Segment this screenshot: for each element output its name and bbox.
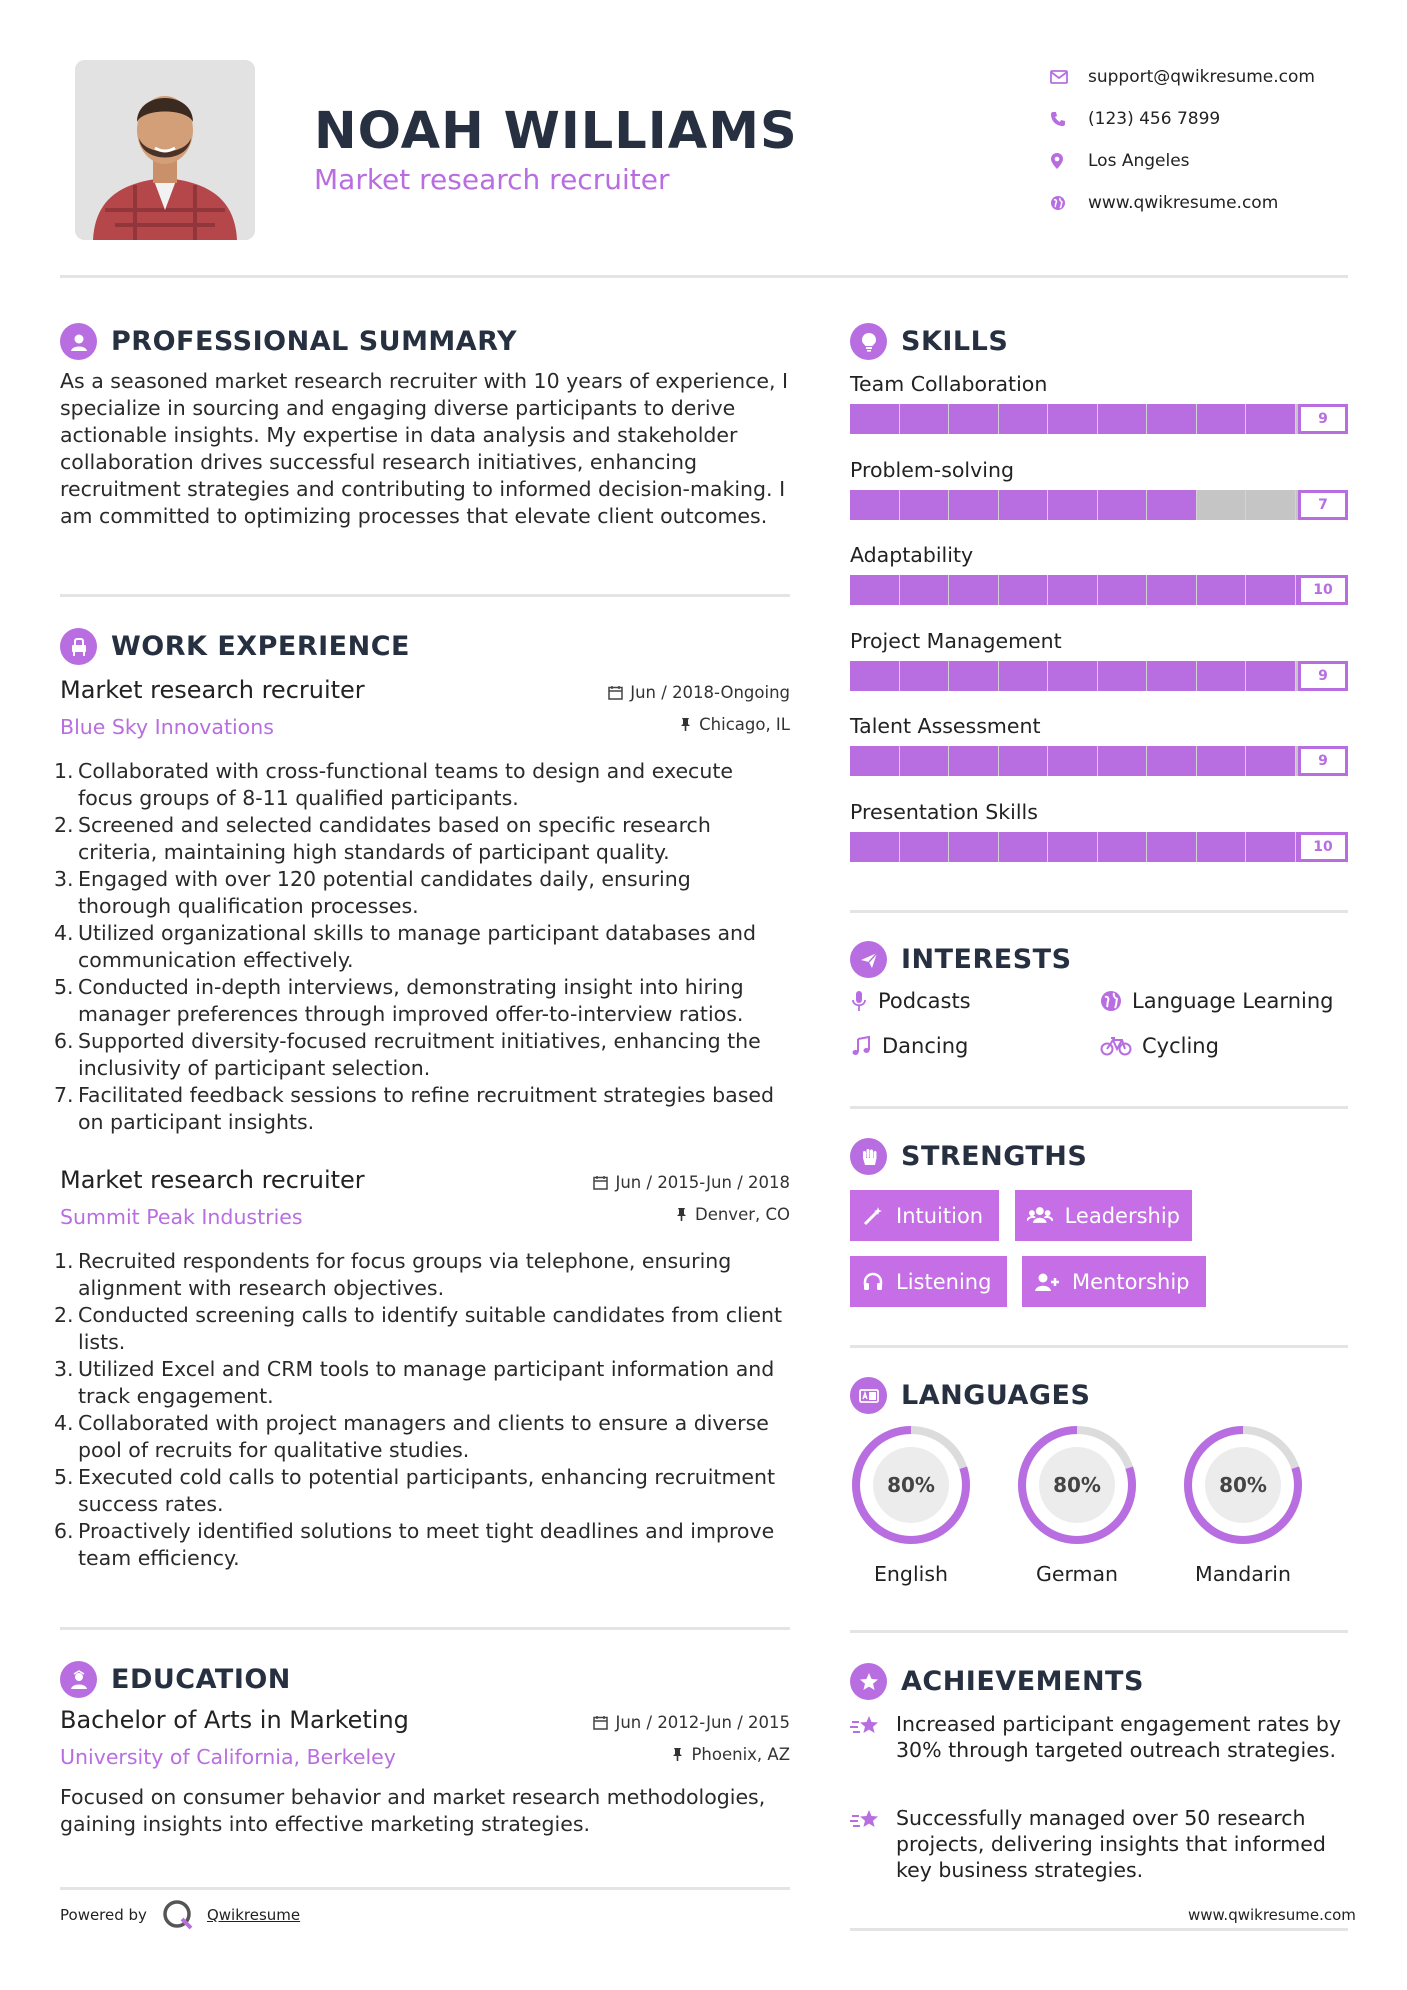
language-name: Mandarin [1195,1562,1291,1586]
skill-bar-segment [1197,404,1247,434]
map-pin-icon [1050,152,1088,170]
star-badge-icon [850,1663,887,1700]
skill-bar-segment [999,661,1049,691]
list-item: 6. Supported diversity-focused recruitment initiatives, enhancing the inclusivity of participant selection. [54,1029,761,1080]
skill-bar-segment [1147,575,1197,605]
skill-bar-segment [999,832,1049,862]
skill-bar-segment [1197,575,1247,605]
skill-item [850,714,1348,776]
skill-bar [850,661,1348,691]
summary-divider [60,594,790,597]
job-date: Jun / 2015-Jun / 2018 [593,1173,790,1192]
raised-fist-icon [850,1138,887,1175]
skill-name: Presentation Skills [850,799,1038,824]
skill-bar-segment [949,832,999,862]
briefcase-icon [60,628,97,665]
list-item: 1. Collaborated with cross-functional teams to design and execute focus groups of 8-11 qualified participants. [54,759,733,810]
job-date: Jun / 2018-Ongoing [608,683,790,702]
job-company: Blue Sky Innovations [60,715,274,739]
magic-wand-icon [862,1205,884,1227]
skill-bar-segment [949,404,999,434]
language-card-icon [850,1377,887,1414]
calendar-icon [593,1175,608,1190]
job-duties [54,758,790,1136]
skill-bar-segment [1246,746,1296,776]
skill-bar-segment [1246,575,1296,605]
skill-level-badge: 10 [1298,832,1348,862]
school-name: University of California, Berkeley [60,1745,396,1769]
skill-bar-segment [1098,575,1148,605]
strength-tag: Leadership [1015,1190,1192,1241]
list-item: 4. Utilized organizational skills to manage participant databases and communication effectively. [54,921,757,972]
skill-bar-segment [1098,404,1148,434]
interest-item: Cycling [1100,1034,1219,1058]
list-item: 5. Executed cold calls to potential participants, enhancing recruitment success rates. [54,1465,776,1516]
pushpin-icon [675,1207,688,1222]
music-note-icon [850,1035,872,1057]
headphones-icon [862,1271,884,1293]
envelope-icon [1050,70,1088,84]
skill-level-badge: 9 [1298,746,1348,776]
skill-bar-segment [1147,404,1197,434]
skill-bar-segment [1246,490,1296,520]
experience-divider [60,1627,790,1630]
language-ring [850,1424,972,1546]
skill-bar-segment [1048,832,1098,862]
pushpin-icon [671,1747,684,1762]
achievements-heading: ACHIEVEMENTS [850,1663,1144,1700]
skill-name: Project Management [850,628,1062,653]
skill-level-badge: 9 [1298,404,1348,434]
interest-item: Language Learning [1100,989,1333,1013]
skills-heading: SKILLS [850,323,1008,360]
degree-name: Bachelor of Arts in Marketing [60,1706,409,1734]
skill-bar-segment [1197,832,1247,862]
education-date: Jun / 2012-Jun / 2015 [593,1713,790,1732]
contact-location: Los Angeles [1050,140,1315,182]
list-item: 3. Utilized Excel and CRM tools to manage participant information and track engagement. [54,1357,775,1408]
skill-bar-segment [1098,490,1148,520]
language-item [1016,1424,1138,1586]
skill-bar [850,490,1348,520]
list-item: 5. Conducted in-depth interviews, demonstrating insight into hiring manager preferences through improved offer-to-interview ratios. [54,975,744,1026]
calendar-icon [593,1715,608,1730]
skill-bar-segment [1246,404,1296,434]
skill-bar-segment [1197,490,1247,520]
skill-bar-segment [900,490,950,520]
interest-item: Dancing [850,1034,968,1058]
skill-bar-segment [900,832,950,862]
language-item [850,1424,972,1586]
user-icon [60,323,97,360]
skill-bar-segment [850,490,900,520]
languages-divider [850,1630,1348,1633]
skill-bar-segment [949,746,999,776]
job-role: Market research recruiter [60,676,365,704]
interests-heading: INTERESTS [850,941,1072,978]
list-item: 7. Facilitated feedback sessions to refine recruitment strategies based on participant insights. [54,1083,774,1134]
pushpin-icon [679,717,692,732]
skill-bar-segment [900,661,950,691]
strength-tag: Mentorship [1022,1256,1206,1307]
skill-bar [850,746,1348,776]
globe-icon [1050,195,1088,211]
education-heading: EDUCATION [60,1661,291,1698]
skill-bar-segment [949,661,999,691]
skill-level-badge: 7 [1298,490,1348,520]
job-entry [54,1166,790,1572]
job-role: Market research recruiter [60,1166,365,1194]
language-name: German [1035,1562,1119,1586]
skill-bar-segment [1048,746,1098,776]
skill-bar [850,575,1348,605]
skill-bar-segment [1197,746,1247,776]
skills-divider [850,910,1348,913]
skill-bar-segment [1197,661,1247,691]
skill-bar-segment [900,746,950,776]
footer-website[interactable]: www.qwikresume.com [1188,1906,1356,1924]
skill-bar-segment [999,746,1049,776]
interest-item: Podcasts [850,989,971,1013]
shooting-star-icon [850,1711,896,1763]
language-item [1182,1424,1304,1586]
list-item: 6. Proactively identified solutions to meet tight deadlines and improve team efficiency. [54,1519,775,1570]
profile-photo [75,60,255,240]
user-plus-icon [1034,1271,1060,1293]
skill-name: Talent Assessment [850,714,1041,738]
skill-bar-segment [999,490,1049,520]
summary-heading: PROFESSIONAL SUMMARY [60,323,517,360]
contact-email[interactable]: support@qwikresume.com [1050,56,1315,98]
job-company: Summit Peak Industries [60,1205,303,1229]
users-icon [1027,1205,1053,1227]
skill-item [850,372,1348,434]
skill-bar-segment [1048,575,1098,605]
skill-bar-segment [1246,661,1296,691]
skill-bar-segment [949,575,999,605]
skill-bar-segment [900,404,950,434]
skill-bar-segment [949,490,999,520]
languages-heading: LANGUAGES [850,1377,1090,1414]
education-description: Focused on consumer behavior and market research methodologies, gaining insights into effective marketing strategies. [60,1785,766,1836]
skill-bar-segment [999,575,1049,605]
graduation-icon [60,1661,97,1698]
skill-item [850,800,1348,862]
skill-bar [850,832,1348,862]
paper-plane-icon [850,941,887,978]
education-divider [60,1887,790,1890]
skill-bar-segment [850,661,900,691]
skill-bar-segment [1098,661,1148,691]
skill-level-badge: 10 [1298,575,1348,605]
language-ring [1016,1424,1138,1546]
calendar-icon [608,685,623,700]
skill-item [850,458,1348,520]
contact-website[interactable]: www.qwikresume.com [1050,182,1315,224]
strengths-divider [850,1345,1348,1348]
skill-bar [850,404,1348,434]
skill-name: Team Collaboration [850,372,1048,396]
skill-item [850,629,1348,691]
candidate-name: NOAH WILLIAMS [314,102,798,161]
skill-level-badge: 9 [1298,661,1348,691]
language-percent: 80% [1219,1473,1267,1497]
job-location: Chicago, IL [679,715,790,734]
skill-name: Problem-solving [850,457,1014,482]
summary-text: As a seasoned market research recruiter with 10 years of experience, I specialize in sourcing and engaging diverse participants to derive actionable insights. My expertise in data analysis and stakeholder collaboration drives successful research initiatives, enhancing recruitment strategies and contributing to informed decision-making. I am committed to optimizing processes that elevate client outcomes. [60,369,789,528]
powered-by: Powered by Qwikresume [60,1898,300,1932]
skill-bar-segment [1048,661,1098,691]
achievement-item: Successfully managed over 50 research projects, delivering insights that informed key business strategies. [850,1805,1350,1883]
skill-bar-segment [1048,490,1098,520]
skill-bar-segment [1098,832,1148,862]
achievement-item: Increased participant engagement rates by 30% through targeted outreach strategies. [850,1711,1350,1763]
phone-icon [1050,111,1088,127]
job-duties [54,1248,790,1572]
job-location: Denver, CO [675,1205,790,1224]
language-ring [1182,1424,1304,1546]
strengths-heading: STRENGTHS [850,1138,1087,1175]
strength-tag: Listening [850,1256,1007,1307]
skill-bar-segment [1246,832,1296,862]
skill-bar-segment [900,575,950,605]
footer-divider [850,1928,1348,1931]
skill-bar-segment [850,832,900,862]
shooting-star-icon [850,1805,896,1883]
list-item: 4. Collaborated with project managers and clients to ensure a diverse pool of recruits for qualitative studies. [54,1411,769,1462]
skill-bar-segment [1098,746,1148,776]
skill-bar-segment [1147,746,1197,776]
job-entry [54,676,790,1136]
header-divider [60,275,1348,278]
qwikresume-link[interactable]: Qwikresume [206,1906,301,1924]
contact-block [1050,56,1315,224]
skill-bar-segment [999,404,1049,434]
skill-bar-segment [1147,832,1197,862]
interests-divider [850,1106,1348,1109]
candidate-title: Market research recruiter [314,163,670,196]
lightbulb-icon [850,323,887,360]
skill-bar-segment [850,746,900,776]
skill-bar-segment [1147,661,1197,691]
contact-phone[interactable]: (123) 456 7899 [1050,98,1315,140]
skill-bar-segment [1048,404,1098,434]
strength-tag: Intuition [850,1190,999,1241]
list-item: 2. Conducted screening calls to identify suitable candidates from client lists. [54,1303,783,1354]
list-item: 3. Engaged with over 120 potential candidates daily, ensuring thorough qualification processes. [54,867,691,918]
globe-icon [1100,990,1122,1012]
microphone-icon [850,990,868,1012]
experience-heading: WORK EXPERIENCE [60,628,410,665]
skill-name: Adaptability [850,543,974,567]
language-percent: 80% [887,1473,935,1497]
education-location: Phoenix, AZ [671,1745,790,1764]
language-percent: 80% [1053,1473,1101,1497]
education-entry [60,1706,790,1838]
skill-bar-segment [1147,490,1197,520]
skill-item [850,543,1348,605]
list-item: 2. Screened and selected candidates based on specific research criteria, maintaining high standards of participant quality. [54,813,711,864]
skill-bar-segment [850,404,900,434]
list-item: 1. Recruited respondents for focus groups via telephone, ensuring alignment with research objectives. [54,1249,732,1300]
skill-bar-segment [850,575,900,605]
qwikresume-logo-icon [161,1898,195,1932]
language-name: English [873,1562,949,1586]
person-photo-icon [75,60,255,240]
bicycle-icon [1100,1035,1132,1057]
